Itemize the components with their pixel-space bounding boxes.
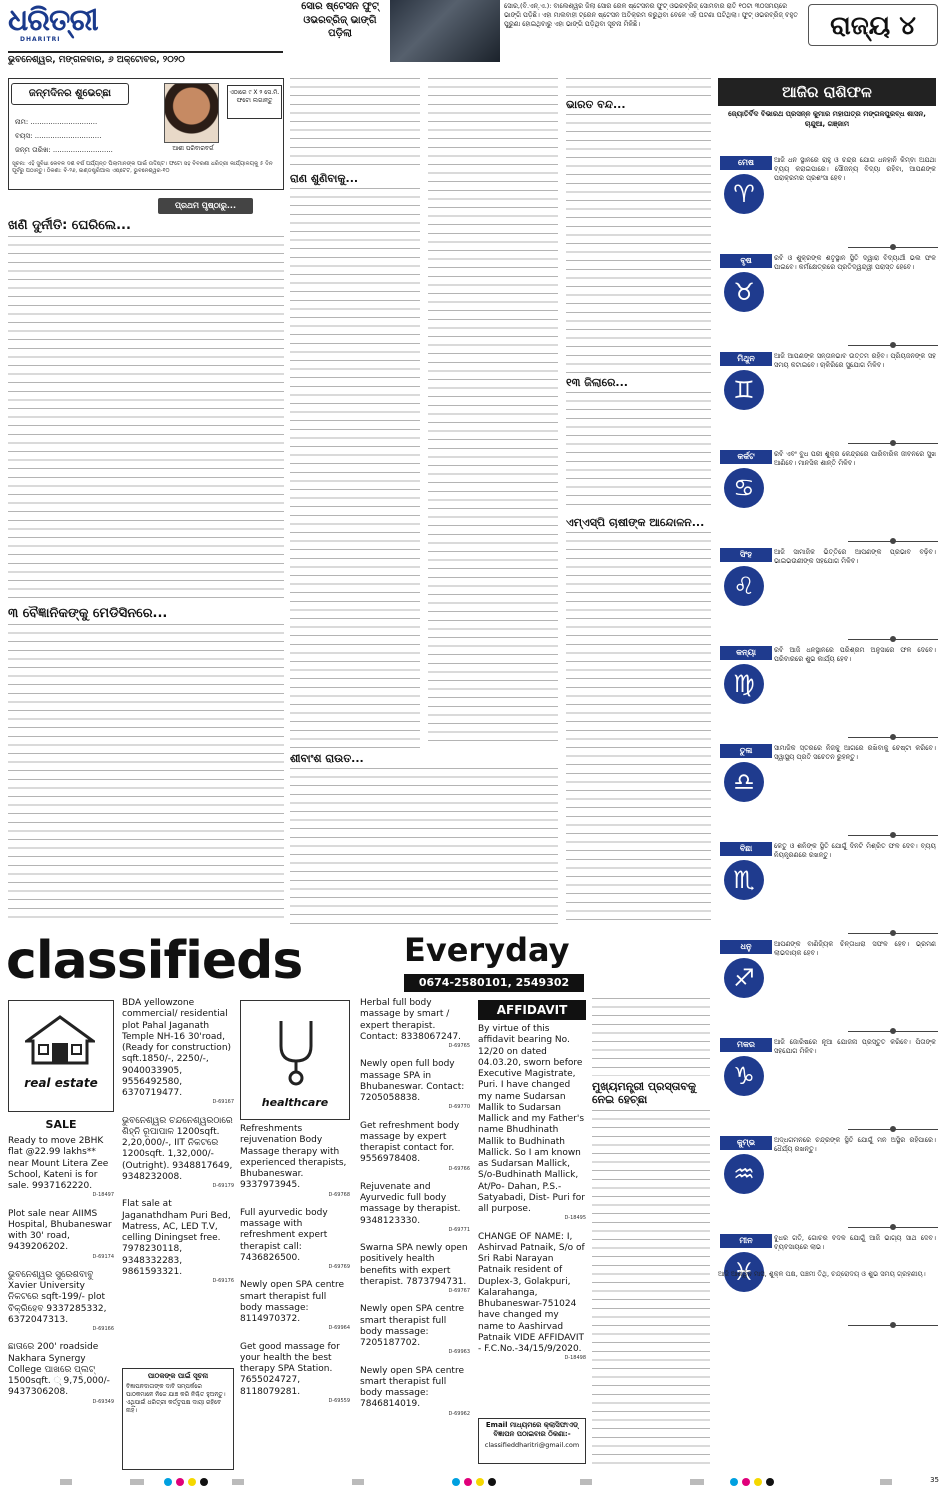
- story-body-col-upper: [592, 998, 710, 1076]
- black-dot: [766, 1478, 774, 1486]
- ad-text: Newly open SPA centre smart therapist full body massage: 7205187702.: [360, 1304, 464, 1348]
- ad-text: Herbal full body massage by smart / expert therapist. Contact: 8338067247.: [360, 998, 462, 1042]
- ad-text: Plot sale near AIIMS Hospital, Bhubaneswar with 30' road, 9439206202.: [8, 1208, 112, 1253]
- ad-text: Refreshments rejuvenation Body Massage therapy with experienced therapists, Bhubaneswar. 9337973945.: [240, 1124, 347, 1191]
- page-section-title: ରାଜ୍ୟ ୪: [808, 4, 938, 46]
- gray-bar: [232, 1479, 244, 1485]
- print-registration-strip: [0, 1472, 945, 1497]
- classified-ad: [8, 1270, 114, 1333]
- story-body-col4-top: [566, 78, 711, 96]
- classified-column-3: [240, 1124, 350, 1414]
- breaking-text: ସୋର,(ବି.ଏନ୍.ଏ.): ବାଲେଶ୍ୱର ଜିଲା ସୋର ରେଳ ଷ୍ଟେସନର ଫୁଟ୍ ଓଭରବ୍ରିଜ୍ ସୋମବାର ରାତି ୧୦ଟା ୩୦ସମୟରେ ଭାଙ୍ଗି ପଡ଼ିଛି। ଏହା ମାଲବାହୀ ଟ୍ରେନ ଷ୍ଟେସନ ଅତିକ୍ରମ କରୁଥିବା ବେଳେ ଏହି ଘଟଣା ଘଟିଥିଲା। ଫୁଟ୍ ଓଭରବ୍ରିଜ୍ ବହୁତ ପୁରୁଣା ହୋଇଥିବାରୁ ଏହା ଭାଙ୍ଗି ପଡ଼ିଥିବା ସୂଚନା ମିଳିଛି।: [504, 2, 798, 28]
- sign-name: ବିଛା: [720, 842, 772, 856]
- ad-text: Full ayurvedic body massage with refreshment expert therapist call: 7436826500.: [240, 1207, 328, 1263]
- ad-text: Newly open SPA centre smart therapist full body massage: 7846814019.: [360, 1365, 464, 1410]
- story-body-col3: [428, 78, 558, 748]
- classified-ad: [360, 998, 470, 1049]
- sign-name: କୁମ୍ଭ: [720, 1136, 772, 1150]
- ad-code: D-69349: [92, 1398, 114, 1405]
- ad-text: CHANGE OF NAME: I, Ashirvad Patnaik, S/o of Sri Rabi Narayan Patnaik resident of Duplex-3, Golakpuri, Kalarahanga, Bhubaneswar-751024 have changed my name to Aashirvad Patnaik VIDE AFFIDAVIT - F.C.No.-34/15/9/2020.: [478, 1231, 585, 1354]
- ad-code: D-69769: [328, 1264, 350, 1270]
- reader-notice-text: ବିଜ୍ଞାପନଦାତାଙ୍କ ଦାବି ସମ୍ପର୍କରେ ପାଠକମାନେ ନିଜେ ଯାଞ୍ଚ କରି ନିଶ୍ଚିତ ହୁଅନ୍ତୁ। ଏଥିପାଇଁ ଧରିତ୍ରୀ କର୍ତ୍ତୃପକ୍ଷ ଦାୟୀ ରହିବେ ନାହିଁ।: [126, 1382, 226, 1415]
- sign-name: ମେଷ: [720, 156, 772, 170]
- field-age: ବୟସ: ..............................: [15, 132, 102, 140]
- gray-bar: [130, 1479, 144, 1485]
- horoscope-heading: ଆଜିର ରାଶିଫଳ: [718, 78, 936, 106]
- story-headline-bharat-bandh: ଭାରତ ବନ୍ଦ...: [566, 98, 626, 111]
- classifieds-banner: [0, 930, 945, 992]
- divider: [848, 541, 938, 542]
- yellow-dot: [476, 1478, 484, 1486]
- sign-name: ମକର: [720, 1038, 772, 1052]
- classifieds-phones: 0674-2580101, 2549302: [404, 974, 584, 992]
- horoscope-entry: [718, 644, 936, 738]
- photo-caption: ଆଶୀ ପରିବାରବର୍ଗ: [172, 145, 214, 152]
- ad-code: D-69765: [448, 1043, 470, 1049]
- aquarius-icon: ♒: [724, 1154, 764, 1194]
- sign-name: ମିଥୁନ: [720, 352, 772, 366]
- divider: [848, 247, 938, 248]
- sign-name: ବୃଷ: [720, 254, 772, 268]
- horoscope-entry: [718, 1036, 936, 1130]
- dharitri-logo: ଧରିତ୍ରୀ: [8, 3, 98, 38]
- ad-text: Newly open full body massage SPA in Bhubaneswar. Contact: 7205058838.: [360, 1059, 465, 1103]
- sign-prediction: ଆଜି ସାମାଜିକ ଭିତ୍ତିରେ ଆପଣଙ୍କ ପ୍ରଭାବ ବଢ଼ିବ। ଭାଇଭଉଣୀଙ୍କ ସହଯୋଗ ମିଳିବ।: [774, 548, 936, 565]
- ad-text: Ready to move 2BHK flat @22.99 lakhs** near Mount Litera Zee School, Kateni is for sale. 9937162220.: [8, 1136, 109, 1191]
- virgo-icon: ♍: [724, 664, 764, 704]
- classified-ad: [478, 1232, 586, 1362]
- sign-name: କର୍କଟ: [720, 450, 772, 464]
- horoscope-entry: [718, 252, 936, 346]
- gemini-icon: ♊: [724, 370, 764, 410]
- sign-prediction: ରବି ଓ ଶୁକ୍ରଙ୍କ ଶତୃସ୍ଥାନ ସ୍ଥିତି ଦ୍ୱାରା ବିଦ୍ୟାର୍ଥୀ ଭଲ ଫଳ ପାଇବେ। କର୍ମକ୍ଷେତ୍ରରେ ପ୍ରତିଦ୍ୱନ୍ଦ୍ୱୀ ପରାସ୍ତ ହେବେ।: [774, 254, 936, 271]
- sign-prediction: ରବି ଏବଂ ବୁଧ ପରୀ ଶୁକ୍ର କେନ୍ଦ୍ରରେ ପାରିବାରିକ ଜୀବନରେ ସୁଖ ଆଣିବେ। ମାନସିକ ଶାନ୍ତି ମିଳିବ।: [774, 450, 936, 467]
- divider: [848, 1129, 938, 1130]
- classified-ad: [360, 1121, 470, 1172]
- ad-text: Get refreshment body massage by expert therapist contact for. 9556978408.: [360, 1120, 460, 1165]
- ad-code: D-69964: [328, 1325, 350, 1332]
- sign-name: କନ୍ୟା: [720, 646, 772, 660]
- ad-code: D-69179: [212, 1183, 234, 1189]
- pisces-icon: ♓: [724, 1252, 764, 1292]
- masthead: [0, 0, 945, 48]
- horoscope-entry: [718, 154, 936, 248]
- breaking-headline: ସୋର ଷ୍ଟେସନ ଫୁଟ୍ ଓଭରବ୍ରିଜ୍ ଭାଙ୍ଗି ପଡ଼ିଲା: [301, 1, 379, 39]
- sign-name: ସିଂହ: [720, 548, 772, 562]
- continued-from-front-label: ପ୍ରଥମ ପୃଷ୍ଠାରୁ...: [158, 198, 253, 214]
- gray-bar: [580, 1479, 592, 1485]
- story-body-rana: [290, 188, 420, 748]
- classified-ad: [8, 1136, 114, 1199]
- sign-prediction: ଆଜି ଆପଣଙ୍କ ସନ୍ତାନଭାବ ଉତ୍ତମ ରହିବ। ପ୍ରିୟଜନଙ୍କ ସହ ସମୟ କଟାଇବେ। ଚାକିରିରେ ସୁଯୋଗ ମିଳିବ।: [774, 352, 936, 369]
- gray-bar: [690, 1479, 704, 1485]
- ad-code: D-69766: [448, 1165, 470, 1172]
- ad-code: D-69167: [212, 1099, 234, 1106]
- yellow-dot: [754, 1478, 762, 1486]
- story-headline-cm-proposal: ମୁଖ୍ୟମନ୍ତ୍ରୀ ପ୍ରସ୍ତାବକୁ ନେଇ ହେଚ୍ଛା: [592, 1080, 697, 1107]
- story-body-col2-top: [290, 78, 420, 168]
- ad-code: D-69770: [448, 1104, 470, 1111]
- divider: [848, 737, 938, 738]
- house-icon: [25, 1015, 95, 1065]
- magenta-dot: [176, 1478, 184, 1486]
- horoscope-entry: [718, 350, 936, 444]
- aries-icon: ♈: [724, 174, 764, 214]
- ad-text: By virtue of this affidavit bearing No. 12/20 on dated 04.03.20, sworn before Executive Magistrate, Puri. I have changed my name Sudarsan Mallik to Sudarsan Mallick and my Father's name Bhudhinath Mallik to Budhinath Mallick. So I am known as Sudarsan Mallick, S/o-Budhinath Mallick, At/Po- Dahan, P.S.-Satyabadi, Dist- Puri for all purpose.: [478, 1024, 585, 1214]
- ad-code: D-18497: [92, 1192, 114, 1199]
- ad-code: D-69176: [212, 1278, 234, 1284]
- classified-ad: [360, 1243, 470, 1294]
- field-dob: ଜନ୍ମ ତାରିଖ: ...........................: [15, 146, 113, 154]
- horoscope-entry: [718, 448, 936, 542]
- story-headline-13-districts: ୧୩ ଜିଲାରେ...: [566, 376, 628, 389]
- yellow-dot: [188, 1478, 196, 1486]
- classifieds-title: classifieds: [6, 931, 303, 991]
- birthday-box: [8, 78, 284, 190]
- ad-code: D-69767: [448, 1288, 470, 1294]
- real-estate-label: real estate: [24, 1076, 98, 1090]
- birthday-heading: ଜନ୍ମଦିନର ଶୁଭେଚ୍ଛା: [11, 83, 129, 105]
- classified-ad: [240, 1342, 350, 1405]
- ad-code: D-69962: [448, 1410, 470, 1417]
- ad-code: D-18495: [564, 1215, 586, 1222]
- classified-column-1: [8, 1136, 114, 1415]
- divider: [848, 639, 938, 640]
- ad-code: D-18498: [564, 1355, 586, 1362]
- sagittarius-icon: ♐: [724, 958, 764, 998]
- scorpio-icon: ♏: [724, 860, 764, 900]
- gray-bar: [352, 1479, 364, 1485]
- horoscope-entry: [718, 546, 936, 640]
- sign-prediction: ବୁଧର ଗତି, ଗୋଚର ବଦଳ ଯୋଗୁଁ ଆଜି ଭାଗ୍ୟ ସାଥ ଦେବ। ବ୍ୟବସାୟରେ ଲାଭ।: [774, 1234, 936, 1251]
- story-body-13-districts: [566, 392, 711, 512]
- classified-ad: [360, 1366, 470, 1417]
- divider: [848, 443, 938, 444]
- horoscope-entry: [718, 840, 936, 934]
- story-body-mining: [8, 236, 284, 601]
- horoscope-entry: [718, 1134, 936, 1228]
- cancer-icon: ♋: [724, 468, 764, 508]
- page-number: 35: [930, 1476, 939, 1484]
- photo-size-box: ଏଠାରେ ୯ X ୨ ସେ.ମି. ଫଟୋ ଲଗାନ୍ତୁ: [227, 85, 282, 119]
- classified-column-2: [122, 998, 234, 1294]
- ad-text: Flat sale at Jaganathdham Puri Bed, Matress, AC, LED T.V, celling Diningset free. 7978230118, 9348332283, 9861593321.: [122, 1199, 231, 1277]
- ad-text: Get good massage for your health the best therapy SPA Station. 7655024727, 8118079281.: [240, 1341, 340, 1397]
- field-name: ନାମ: ..............................: [15, 118, 98, 126]
- sign-prediction: ଆଜି ଧନ ସ୍ଥାନରେ ରାହୁ ଓ ଚନ୍ଦ୍ର ଯୋଗ ଧନହାନି କିମ୍ବା ଅଯଥା ବ୍ୟୟ କରାଇପାରେ। ସୌଜନ୍ୟ ବିଦ୍ୟା ରହିବା, ଆପଣଙ୍କ ପରାକ୍ରମର ପ୍ରଶଂସା ହେବ।: [774, 156, 936, 182]
- bridge-photo: [390, 0, 500, 62]
- horoscope-entry: [718, 742, 936, 836]
- panchang-text: ଆଜି ଆଶ୍ୱିନ ମାସ, ଶୁକ୍ଳ ପକ୍ଷ, ପଞ୍ଚମୀ ତିଥି, ଚନ୍ଦ୍ରୋଦୟ ଓ ଶୁଭ ସମୟ ଗ୍ରହଣୀୟ।: [718, 1270, 926, 1278]
- story-body-cm-proposal: [592, 1110, 710, 1468]
- ad-code: D-69771: [448, 1226, 470, 1233]
- story-headline-rana: ରାଣ ଶୁଣିବାକୁ...: [290, 172, 359, 185]
- story-body-msp: [566, 532, 711, 924]
- divider: [848, 835, 938, 836]
- classified-ad: [240, 1280, 350, 1331]
- sign-prediction: ରବି ଆଜି ଧନସ୍ଥାନରେ ପରିଶ୍ରମ ଅନୁସାରେ ଫଳ ଦେବେ। ପରିବାରରେ ଶୁଭ କାର୍ଯ୍ୟ ହେବ।: [774, 646, 936, 663]
- classified-ad: [8, 1209, 114, 1260]
- classified-column-4: [360, 998, 470, 1427]
- ad-text: ଭୁବନେଶ୍ୱର ସୁରେଶବାବୁ Xavier University ନିକଟରେ sqft-199/- plot ବିକ୍ରିହେବ 9337285332, 6372047313.: [8, 1269, 107, 1325]
- classified-ad: [240, 1124, 350, 1198]
- classified-ad: [8, 1342, 114, 1405]
- ad-text: ଛାତାରେ 200' roadside Nakhara Synergy College ପାଖରେ ପ୍ଲଟ୍ 1500sqft. ୍ 9,75,000/- 9437306208.: [8, 1342, 110, 1398]
- ad-text: Swarna SPA newly open positively health benefits with expert therapist. 7873794731.: [360, 1243, 468, 1287]
- cyan-dot: [164, 1478, 172, 1486]
- libra-icon: ♎: [724, 762, 764, 802]
- divider: [848, 345, 938, 346]
- story-body-scientists: [8, 624, 284, 924]
- magenta-dot: [464, 1478, 472, 1486]
- affidavit-heading: AFFIDAVIT: [478, 1000, 586, 1020]
- email-box: [478, 1418, 586, 1464]
- ad-text: Newly open SPA centre smart therapist full body massage: 8114970372.: [240, 1280, 344, 1324]
- real-estate-box: [8, 1000, 114, 1112]
- email-heading: Email ମାଧ୍ୟମରେ କ୍ଲାସିଫାଏଡ୍ ବିଜ୍ଞାପନ ପଠାଇବାର ଠିକଣା:-: [485, 1421, 579, 1438]
- sign-name: ତୁଳା: [720, 744, 772, 758]
- taurus-icon: ♉: [724, 272, 764, 312]
- ad-code: D-69559: [328, 1397, 350, 1404]
- sign-prediction: କେତୁ ଓ ଶନିଙ୍କ ସ୍ଥିତି ଯୋଗୁଁ ଦିନଟି ମିଶ୍ରିତ ଫଳ ଦେବ। ବ୍ୟୟ ନିୟନ୍ତ୍ରଣରେ ରଖନ୍ତୁ।: [774, 842, 936, 859]
- astrologer-credit: ଜ୍ୟୋତିର୍ବିଦ ବିଭାରଥ ପ୍ରସନ୍ନ କୁମାର ମହାପାତ୍ର ମଙ୍ଗଳପୁରବ୍ଧ ଶାସନ, ଚାନ୍ଦୁଆ, ଗଞ୍ଜାମ: [728, 110, 926, 128]
- gray-bar: [880, 1479, 892, 1485]
- story-headline-mining: ଖଣି ଦୁର୍ନୀତି: ଘେରିଲେ...: [8, 218, 131, 233]
- ad-code: D-69768: [328, 1191, 350, 1198]
- ad-text: BDA yellowzone commercial/ residential plot Pahal Jaganath Temple NH-16 30'road, (Ready for construction) sqft.1850/-, 2250/-, 9040033905, 9556492580, 6370719477.: [122, 998, 232, 1098]
- ad-code: D-69174: [92, 1253, 114, 1260]
- black-dot: [200, 1478, 208, 1486]
- classified-ad: [122, 1199, 234, 1284]
- divider: [848, 1227, 938, 1228]
- everyday-label: Everyday: [404, 931, 570, 969]
- reader-notice-heading: ପାଠକଙ୍କ ପାଇଁ ସୂଚନା: [147, 1372, 209, 1380]
- stethoscope-icon: [271, 1016, 321, 1086]
- child-photo: [164, 83, 219, 143]
- leo-icon: ♌: [724, 566, 764, 606]
- story-headline-scientists: ୩ ବୈଜ୍ଞାନିକଙ୍କୁ ମେଡିସିନରେ...: [8, 606, 168, 621]
- story-headline-shivansh: ଶୀବାଂଶ ରାଉତ...: [290, 752, 364, 765]
- healthcare-label: healthcare: [261, 1096, 329, 1109]
- ad-text: Rejuvenate and Ayurvedic full body massage by therapist. 9348123330.: [360, 1181, 461, 1226]
- black-dot: [488, 1478, 496, 1486]
- gray-bar: [60, 1479, 72, 1485]
- story-headline-msp: ଏମ୍ଏସ୍ପି ଚାଷୀଙ୍କ ଆନ୍ଦୋଳନ...: [566, 516, 705, 529]
- sign-prediction: ଅଦ୍ଧଗମନରେ ଚନ୍ଦ୍ରଙ୍କ ସ୍ଥିତି ଯୋଗୁଁ ମନ ଅସ୍ଥିର ରହିପାରେ। ଧୈର୍ଯ୍ୟ ରଖନ୍ତୁ।: [774, 1136, 936, 1153]
- classified-ad: [478, 1024, 586, 1222]
- story-body-bharat-bandh: [566, 114, 711, 374]
- sale-label: SALE: [45, 1118, 77, 1131]
- divider: [848, 1031, 938, 1032]
- classified-ad: [360, 1182, 470, 1233]
- sign-name: ଧନୁ: [720, 940, 772, 954]
- dateline: ଭୁବନେଶ୍ୱର, ମଙ୍ଗଳବାର, ୬ ଅକ୍ଟୋବର, ୨୦୨୦: [8, 51, 283, 67]
- classified-ad: [122, 1116, 234, 1190]
- reader-notice-box: [122, 1368, 234, 1470]
- classified-ad: [360, 1304, 470, 1355]
- cyan-dot: [730, 1478, 738, 1486]
- classified-ad: [240, 1208, 350, 1271]
- cyan-dot: [452, 1478, 460, 1486]
- capricorn-icon: ♑: [724, 1056, 764, 1096]
- story-body-shivansh: [290, 768, 558, 924]
- ad-code: D-69963: [448, 1349, 470, 1356]
- ad-text: ଭୁବନେଶ୍ୱର ଚନ୍ଦନେଶ୍ୱରଠାରେ ଶିହ୍ନି ରୂପାପାଳ 1200sqft. 2,20,000/-, IIT ନିକଟରେ 1200sqft. 1,32,000/- (Outright). 9348817649, 9348232008.: [122, 1115, 233, 1182]
- logo-subtitle: DHARITRI: [20, 36, 61, 43]
- birthday-footnote: ସୂଚନା: ଏହି ସୁବିଧା କେବଳ ଦଶ ବର୍ଷ ପର୍ଯ୍ୟନ୍ତ ପିଲାମାନଙ୍କ ପାଇଁ ଉଦ୍ଦିଷ୍ଟ। ଫଟୋ ସହ ବିବରଣୀ ଧରିତ୍ରୀ କାର୍ଯ୍ୟାଳୟକୁ ୫ ଦିନ ପୂର୍ବରୁ ପଠାନ୍ତୁ। ଠିକଣା: ବି-୨୬, ଇଣ୍ଡଷ୍ଟ୍ରିଆଲ ଏଷ୍ଟେଟ, ଭୁବନେଶ୍ୱର-୧୦: [12, 161, 273, 175]
- sign-prediction: ସାମାଜିକ ସ୍ତରରେ ନିଜକୁ ଆଗରେ ରଖିବାକୁ ଚେଷ୍ଟା କରିବେ। ସ୍ୱାସ୍ଥ୍ୟ ପ୍ରତି ସଚେତନ ରୁହନ୍ତୁ।: [774, 744, 936, 761]
- email-address: classifieddharitri@gmail.com: [484, 1440, 580, 1449]
- birthday-fields: [15, 115, 161, 157]
- classified-column-5: [478, 1024, 586, 1372]
- ad-code: D-69166: [92, 1326, 114, 1332]
- sign-prediction: ଆଜି ଜୋରିଷରେ ନୂଆ ଯୋଜନା ପ୍ରସ୍ତୁତ କରିବେ। ପିତାଙ୍କ ସହଯୋଗ ମିଳିବ।: [774, 1038, 936, 1055]
- healthcare-box: [240, 1000, 350, 1120]
- magenta-dot: [742, 1478, 750, 1486]
- classified-ad: [122, 998, 234, 1106]
- sign-name: ମୀନ: [720, 1234, 772, 1248]
- classified-ad: [360, 1059, 470, 1110]
- sign-prediction: ଆପଣଙ୍କ ବାଣିଜ୍ୟିକ ଚିନ୍ତାଧାରା ସଫଳ ହେବ। ଭ୍ରମଣ ଲାଭଦାୟକ ହେବ।: [774, 940, 936, 957]
